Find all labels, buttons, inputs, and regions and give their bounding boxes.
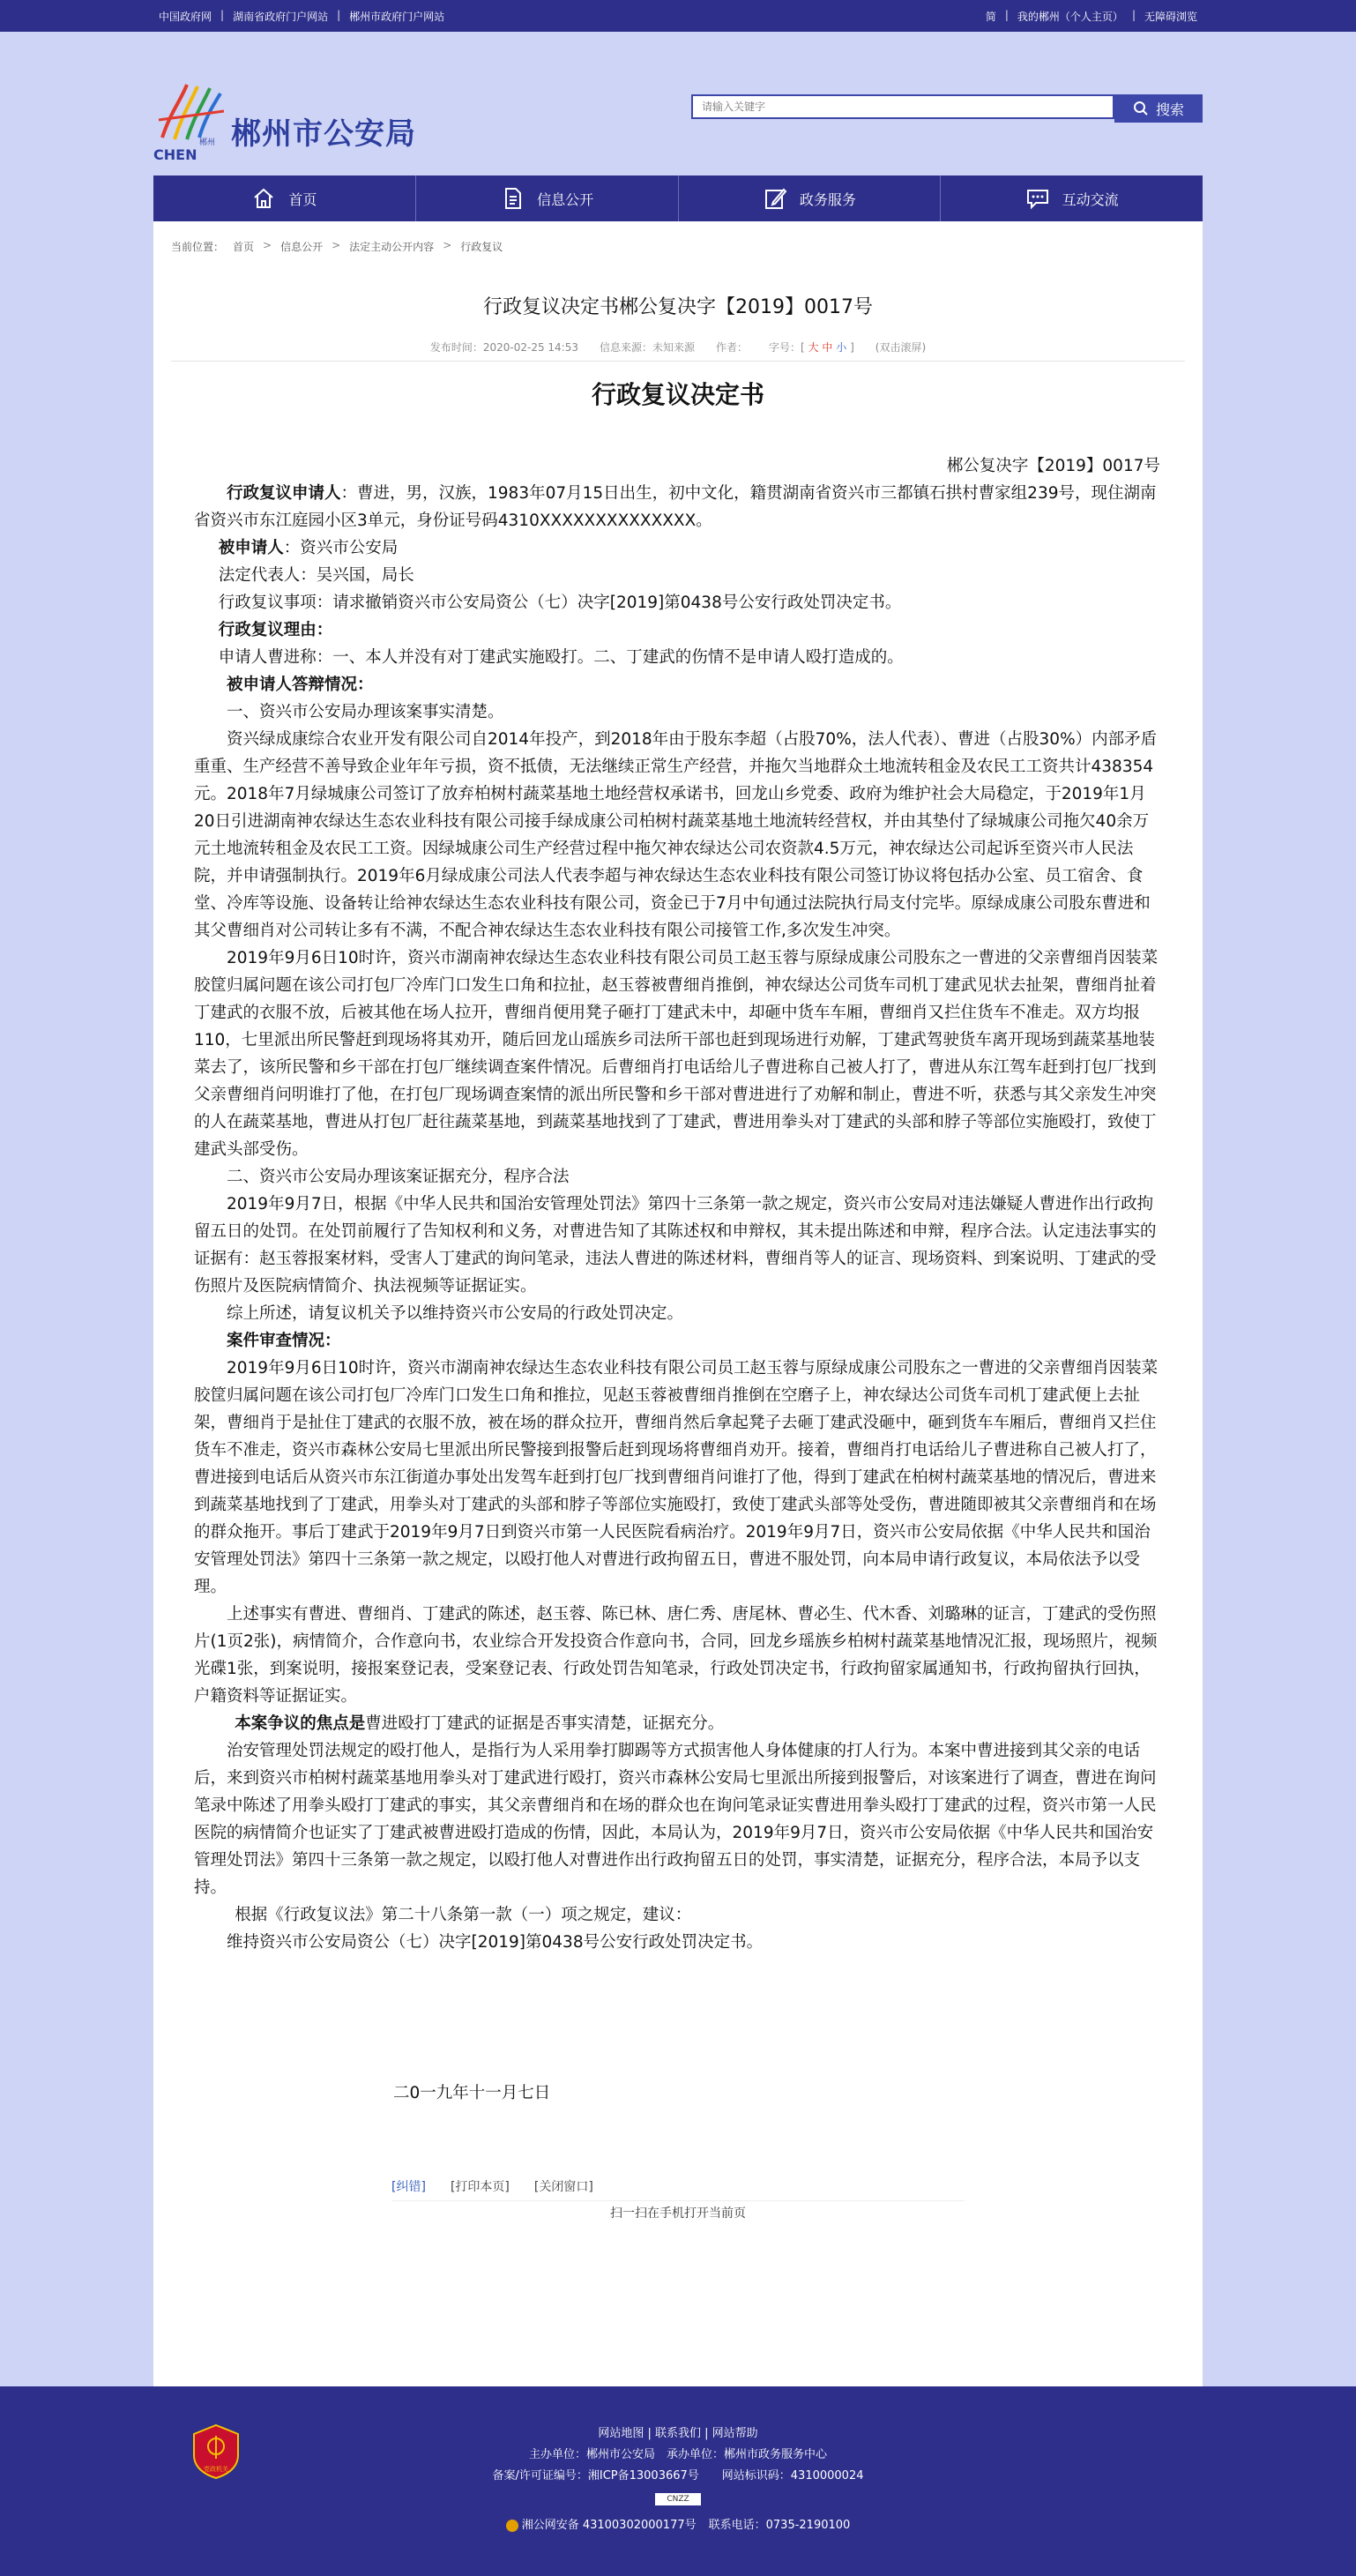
defense-conclusion: 综上所述，请复议机关予以维持资兴市公安局的行政处罚决定。 bbox=[227, 1304, 684, 1323]
nav-item-label: 政务服务 bbox=[799, 190, 856, 208]
decision-paragraph: 维持资兴市公安局资公（七）决字[2019]第0438号公安行政处罚决定书。 bbox=[227, 1933, 764, 1952]
divider bbox=[171, 361, 1185, 362]
respondent-paragraph bbox=[194, 534, 1160, 562]
footer-phone: 联系电话：0735-2190100 bbox=[708, 2519, 851, 2532]
defense-label: 被申请人答辩情况： bbox=[227, 676, 374, 694]
review-label: 案件审查情况： bbox=[227, 1332, 341, 1350]
police-emblem-icon bbox=[506, 2520, 518, 2532]
footer-host: 主办单位：郴州市公安局 承办单位：郴州市政务服务中心 bbox=[528, 2448, 827, 2461]
logo-small-text: 郴州 bbox=[199, 138, 216, 147]
document-body bbox=[194, 452, 1160, 2102]
top-right-links bbox=[986, 9, 1197, 24]
document-heading: 行政复议决定书 bbox=[591, 380, 764, 409]
separator: | bbox=[1131, 9, 1136, 21]
badge-text: 党政机关 bbox=[204, 2466, 228, 2473]
review-paragraph-2: 上述事实有曹进、曹细肖、丁建武的陈述，赵玉蓉、陈已林、唐仁秀、唐尾林、曹必生、代木香、刘璐琳的证言，丁建武的受伤照片(1页2张)，病情简介，合作意向书，农业综合开发投资合作意向书，合同，回龙乡瑶族乡柏树村蔬菜基地情况汇报，现场照片，视频光碟1张，到案说明，接报案登记表，受案登记表、行政处罚告知笔录，行政处罚决定书，行政拘留家属通知书，行政拘留执行回执，户籍资料等证据证实。 bbox=[194, 1605, 1158, 1706]
font-size-medium[interactable]: 中 bbox=[822, 341, 833, 354]
double-click-scroll: (双击滚屏) bbox=[875, 341, 927, 354]
breadcrumb-separator: > bbox=[332, 239, 341, 251]
respondent-label: 被申请人 bbox=[218, 539, 284, 557]
search-button[interactable] bbox=[1114, 94, 1203, 123]
qr-scan-text: 扫一扫在手机打开当前页 bbox=[610, 2206, 746, 2221]
breadcrumb-item[interactable]: 法定主动公开内容 bbox=[349, 241, 435, 253]
breadcrumb-separator: > bbox=[263, 239, 272, 251]
respondent-text: ：资兴市公安局 bbox=[283, 539, 399, 557]
print-link[interactable]: [打印本页] bbox=[450, 2180, 510, 2194]
defense-1-paragraph-2: 2019年9月6日10时许，资兴市湖南神农绿达生态农业科技有限公司员工赵玉蓉与原绿成康公司股东之一曹进的父亲曹细肖因装菜胶筐归属问题在该公司打包厂冷库门口发生口角和拉扯，赵玉蓉被曹细肖推倒，神农绿达公司货车司机丁建武见状去扯架，曹细肖扯着丁建武的衣服不放，后被其他在场人拉开，曹细肖便用凳子砸打丁建武未中，却砸中货车车厢，曹细肖又拦住货车不准走。双方均报110，七里派出所民警赶到现场将其劝开，随后回龙山瑶族乡司法所干部也赶到现场进行劝解，丁建武驾驶货车离开现场到蔬菜基地装菜去了，该所民警和乡干部在打包厂继续调查案件情况。后曹细肖打电话给儿子曹进称自己被人打了，曹进从东江驾车赶到打包厂找到父亲曹细肖问明谁打了他，在打包厂现场调查案情的派出所民警和乡干部对曹进进行了劝解和制止，曹进不听，获悉与其父亲发生冲突的人在蔬菜基地，曹进从打包厂赶往蔬菜基地，到蔬菜基地找到了丁建武，曹进用拳头对丁建武的头部和脖子等部位实施殴打，致使丁建武头部受伤。 bbox=[194, 949, 1159, 1159]
logo-emblem-icon bbox=[153, 76, 233, 146]
top-utility-bar bbox=[0, 0, 1356, 32]
search-input[interactable] bbox=[691, 94, 1114, 119]
breadcrumb-separator: > bbox=[443, 239, 452, 251]
breadcrumb-prefix: 当前位置： bbox=[171, 241, 225, 253]
document-date: 二0一九年十一月七日 bbox=[393, 2084, 551, 2102]
search-box bbox=[691, 94, 1220, 123]
nav-item-label: 信息公开 bbox=[537, 190, 594, 208]
divider bbox=[391, 2200, 965, 2201]
top-left-links bbox=[159, 9, 444, 24]
site-footer bbox=[0, 2386, 1356, 2576]
link-my-chenzhou[interactable]: 我的郴州（个人主页） bbox=[1017, 11, 1123, 23]
article-meta bbox=[153, 340, 1203, 355]
separator: | bbox=[220, 9, 225, 21]
analysis-paragraph: 治安管理处罚法规定的殴打他人，是指行为人采用拳打脚踢等方式损害他人身体健康的打人行为。本案中曹进接到其父亲的电话后，来到资兴市柏树村蔬菜基地用拳头对丁建武进行殴打，资兴市森林公安局七里派出所接到报警后，对该案进行了调查，曹进在询问笔录中陈述了用拳头殴打丁建武的事实，其父亲曹细肖和在场的群众也在询问笔录证实曹进用拳头殴打丁建武的过程，资兴市第一人民医院的病情简介也证实了丁建武被曹进殴打造成的伤情，因此，本局认为，2019年9月7日，资兴市公安局依据《中华人民共和国治安管理处罚法》第四十三条第一款之规定，以殴打他人对曹进作出行政拘留五日的处罚，事实清楚，证据充分，程序合法，本局予以支持。 bbox=[194, 1742, 1157, 1897]
link-simplified[interactable]: 简 bbox=[985, 11, 996, 23]
search-icon bbox=[1133, 101, 1149, 116]
article-actions bbox=[391, 2177, 593, 2195]
breadcrumb-item[interactable]: 首页 bbox=[233, 241, 255, 253]
defense-2-title: 二、资兴市公安局办理该案证据充分，程序合法 bbox=[227, 1168, 570, 1186]
cnzz-stat-badge[interactable]: CNZZ bbox=[655, 2493, 701, 2505]
nav-item-gov-service[interactable] bbox=[679, 175, 942, 221]
defense-1-title: 一、资兴市公安局办理该案事实清楚。 bbox=[227, 703, 504, 721]
legal-rep: 法定代表人：吴兴国，局长 bbox=[218, 566, 414, 585]
reason-label: 行政复议理由： bbox=[218, 621, 333, 639]
review-paragraph-1: 2019年9月6日10时许，资兴市湖南神农绿达生态农业科技有限公司员工赵玉蓉与原绿成康公司股东之一曹进的父亲曹细肖因装菜胶筐归属问题在该公司打包厂冷库门口发生口角和推拉，见赵玉蓉被曹细肖推倒在空磨子上，神农绿达公司货车司机丁建武便上去扯架，曹细肖于是扯住丁建武的衣服不放，被在场的群众拉开，曹细肖然后拿起凳子去砸丁建武没砸中，砸到货车车厢后，曹细肖又拦住货车不准走，资兴市森林公安局七里派出所民警接到报警后赶到现场将曹细肖劝开。接着，曹细肖打电话给儿子曹进称自己被人打了，曹进接到电话后从资兴市东江街道办事处出发驾车赶到打包厂找到曹细肖问谁打了他，得到丁建武在柏树村蔬菜基地的情况后，曹进来到蔬菜基地找到了丁建武，用拳头对丁建武的头部和脖子等部位实施殴打，致使丁建武头部等处受伤，曹进随即被其父亲曹细肖和在场的群众拖开。事后丁建武于2019年9月7日到资兴市第一人民医院看病治疗。2019年9月7日，资兴市公安局依据《中华人民共和国治安管理处罚法》第四十三条第一款之规定，以殴打他人对曹进行政拘留五日，曹进不服处罚，向本局申请行政复议，本局依法予以受理。 bbox=[194, 1359, 1159, 1596]
nav-item-label: 互动交流 bbox=[1062, 190, 1119, 208]
nav-item-home[interactable] bbox=[153, 175, 416, 221]
defense-2-paragraph-1: 2019年9月7日，根据《中华人民共和国治安管理处罚法》第四十三条第一款之规定，资兴市公安局对违法嫌疑人曹进作出行政拘留五日的处罚。在处罚前履行了告知权利和义务，对曹进告知了其陈述权和申辩权，其未提出陈述和申辩，程序合法。认定违法事实的证据有：赵玉蓉报案材料，受害人丁建武的询问笔录，违法人曹进的陈述材料，曹细肖等人的证言、现场资料、到案说明、丁建武的受伤照片及医院病情简介、执法视频等证据证实。 bbox=[194, 1195, 1157, 1295]
main-nav bbox=[153, 175, 1203, 221]
footer-police-record bbox=[0, 2515, 1356, 2532]
police-record-text: 湘公网安备 43100302000177号 bbox=[521, 2519, 697, 2532]
focus-paragraph bbox=[194, 1710, 1160, 1737]
link-gov-cn[interactable]: 中国政府网 bbox=[159, 11, 212, 23]
font-size-end: ] bbox=[850, 341, 854, 354]
reason-text: 申请人曹进称：一、本人并没有对丁建武实施殴打。二、丁建武的伤情不是申请人殴打造成的。 bbox=[218, 648, 904, 667]
author: 作者： bbox=[716, 341, 749, 354]
police-record[interactable] bbox=[506, 2515, 697, 2532]
applicant-text: ：曹进，男，汉族，1983年07月15日出生，初中文化，籍贯湖南省资兴市三都镇石拱村曹家组239号，现住湖南省资兴市东江庭园小区3单元，身份证号码4310XXXXXXXXXXXXXX。 bbox=[194, 484, 1157, 530]
site-logo[interactable] bbox=[153, 76, 418, 163]
edit-icon bbox=[763, 186, 787, 211]
logo-title: 郴州市公安局 bbox=[231, 116, 416, 152]
font-size-label: 字号：[ bbox=[769, 341, 805, 354]
nav-item-interaction[interactable] bbox=[941, 175, 1203, 221]
font-size-small[interactable]: 小 bbox=[836, 341, 847, 354]
chat-icon bbox=[1025, 186, 1050, 211]
separator: | bbox=[1004, 9, 1009, 21]
defense-1-paragraph-1: 资兴绿成康综合农业开发有限公司自2014年投产，到2018年由于股东李超（占股70%，法人代表）、曹进（占股30%）内部矛盾重重、生产经营不善导致企业年年亏损，资不抵债，无法继续正常生产经营，并拖欠当地群众土地流转租金及农民工工资共计438354元。2018年7月绿城康公司签订了放弃柏树村蔬菜基地土地经营权承诺书，回龙山乡党委、政府为维护社会大局稳定，于2019年1月20日引进湖南神农绿达生态农业科技有限公司接手绿成康公司柏树村蔬菜基地土地流转经营权，并由其垫付了绿城康公司拖欠40余万元土地流转租金及农民工工资。因绿城康公司生产经营过程中拖欠神农绿达公司农资款4.5万元，神农绿达公司起诉至资兴市人民法院，并申请强制执行。2019年6月绿成康公司法人代表李超与神农绿达生态农业科技有限公司签订协议将包括办公室、员工宿舍、食堂、冷库等设施、设备转让给神农绿达生态农业科技有限公司，资金已于7月中旬通过法院执行局支付完毕。原绿成康公司股东曹进和其父曹细肖对公司转让多有不满，不配合神农绿达生态农业科技有限公司接管工作,多次发生冲突。 bbox=[194, 730, 1158, 940]
site-header bbox=[153, 53, 1203, 163]
breadcrumb-item[interactable]: 行政复议 bbox=[460, 241, 503, 253]
logo-chen-text: CHEN bbox=[153, 146, 197, 163]
focus-text: 曹进殴打丁建武的证据是否事实清楚，证据充分。 bbox=[365, 1714, 725, 1733]
info-source: 信息来源：未知来源 bbox=[600, 341, 696, 354]
search-button-label: 搜索 bbox=[1155, 101, 1184, 118]
document-icon bbox=[500, 186, 525, 211]
home-icon bbox=[251, 186, 276, 211]
footer-links[interactable]: 网站地图 | 联系我们 | 网站帮助 bbox=[598, 2427, 758, 2440]
link-accessibility[interactable]: 无障碍浏览 bbox=[1144, 11, 1197, 23]
close-window-link[interactable]: [关闭窗口] bbox=[533, 2180, 593, 2194]
applicant-paragraph bbox=[194, 480, 1160, 534]
font-size-control bbox=[769, 340, 854, 355]
basis-paragraph: 根据《行政复议法》第二十八条第一款（一）项之规定，建议： bbox=[235, 1906, 692, 1924]
applicant-label: 行政复议申请人 bbox=[227, 484, 341, 503]
publish-time: 发布时间：2020-02-25 14:53 bbox=[429, 341, 578, 354]
focus-label: 本案争议的焦点是 bbox=[235, 1714, 366, 1733]
separator: | bbox=[337, 9, 341, 21]
document-ref: 郴公复决字【2019】0017号 bbox=[946, 457, 1160, 475]
footer-icp: 备案/许可证编号：湘ICP备13003667号 网站标识码：4310000024 bbox=[492, 2469, 864, 2483]
link-hunan-gov[interactable]: 湖南省政府门户网站 bbox=[233, 11, 329, 23]
content-panel bbox=[153, 221, 1203, 2386]
link-chenzhou-gov[interactable]: 郴州市政府门户网站 bbox=[349, 11, 445, 23]
nav-item-info-public[interactable] bbox=[416, 175, 679, 221]
nav-item-label: 首页 bbox=[288, 190, 317, 208]
breadcrumb bbox=[171, 239, 503, 254]
correct-link[interactable]: [纠错] bbox=[391, 2180, 426, 2194]
breadcrumb-item[interactable]: 信息公开 bbox=[280, 241, 324, 253]
review-matter: 行政复议事项：请求撤销资兴市公安局资公（七）决字[2019]第0438号公安行政处罚决定书。 bbox=[218, 594, 902, 612]
article-title: 行政复议决定书郴公复决字【2019】0017号 bbox=[483, 296, 873, 318]
font-size-large[interactable]: 大 bbox=[808, 341, 819, 354]
